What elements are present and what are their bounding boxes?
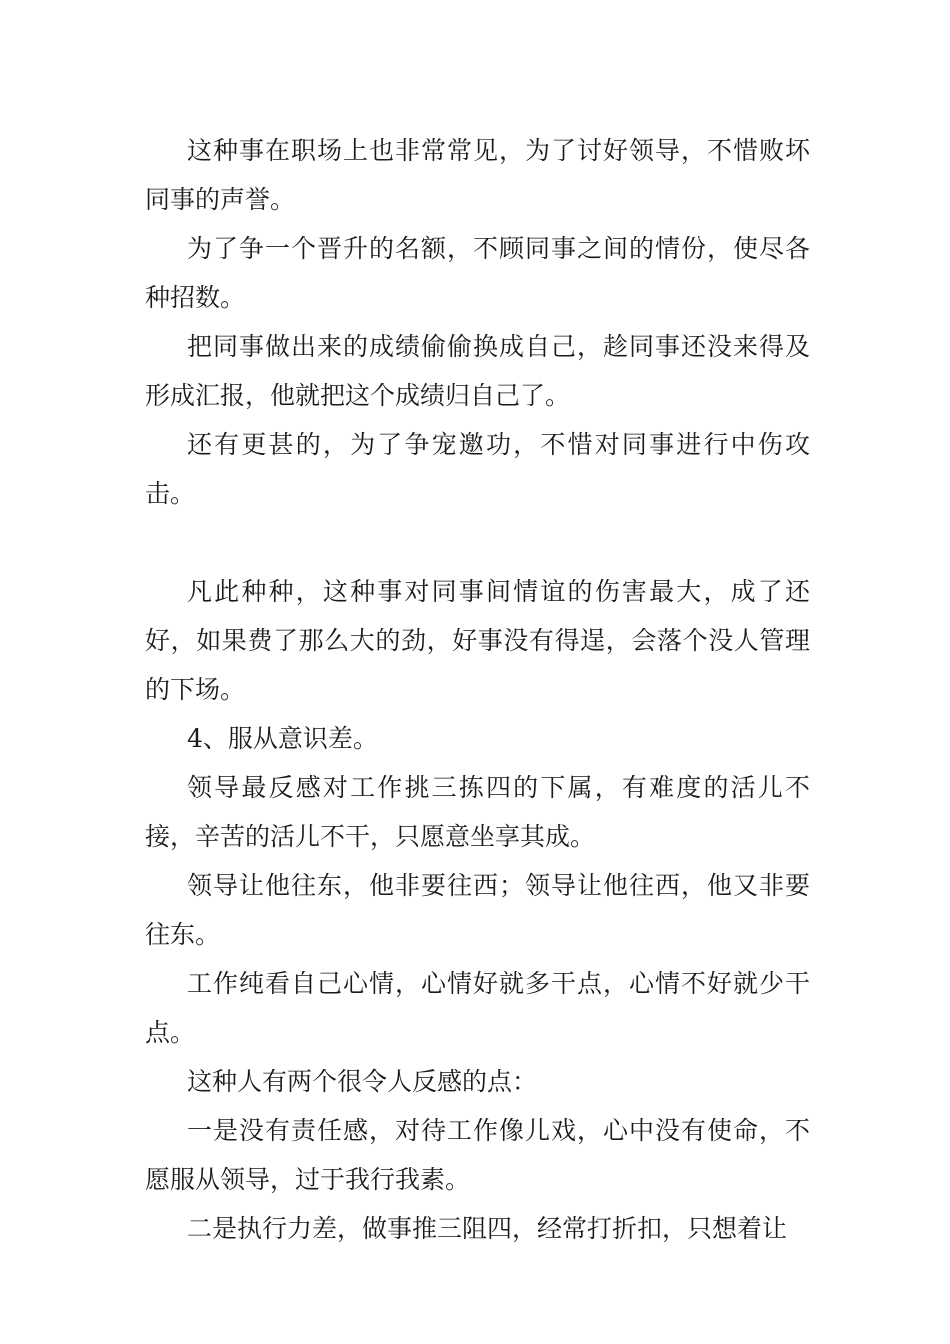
paragraph: 领导最反感对工作挑三拣四的下属，有难度的活儿不接，辛苦的活儿不干，只愿意坐享其成。 xyxy=(145,773,810,851)
document-body xyxy=(145,126,810,1253)
paragraph: 领导让他往东，他非要往西；领导让他往西，他又非要往东。 xyxy=(145,871,810,949)
paragraph: 还有更甚的，为了争宠邀功，不惜对同事进行中伤攻击。 xyxy=(145,430,810,508)
paragraph: 把同事做出来的成绩偷偷换成自己，趁同事还没来得及形成汇报，他就把这个成绩归自己了。 xyxy=(145,332,810,410)
paragraph: 这种人有两个很令人反感的点： xyxy=(187,1067,538,1096)
section-heading: 4、服从意识差。 xyxy=(187,724,378,753)
paragraph: 二是执行力差，做事推三阻四，经常打折扣，只想着让 xyxy=(187,1214,788,1243)
paragraph: 为了争一个晋升的名额，不顾同事之间的情份，使尽各种招数。 xyxy=(145,234,810,312)
paragraph: 凡此种种，这种事对同事间情谊的伤害最大，成了还好，如果费了那么大的劲，好事没有得逞，会落个没人管理的下场。 xyxy=(145,577,810,704)
paragraph: 这种事在职场上也非常常见，为了讨好领导，不惜败坏同事的声誉。 xyxy=(145,136,810,214)
paragraph: 工作纯看自己心情，心情好就多干点，心情不好就少干点。 xyxy=(145,969,810,1047)
paragraph: 一是没有责任感，对待工作像儿戏，心中没有使命，不愿服从领导，过于我行我素。 xyxy=(145,1116,810,1194)
